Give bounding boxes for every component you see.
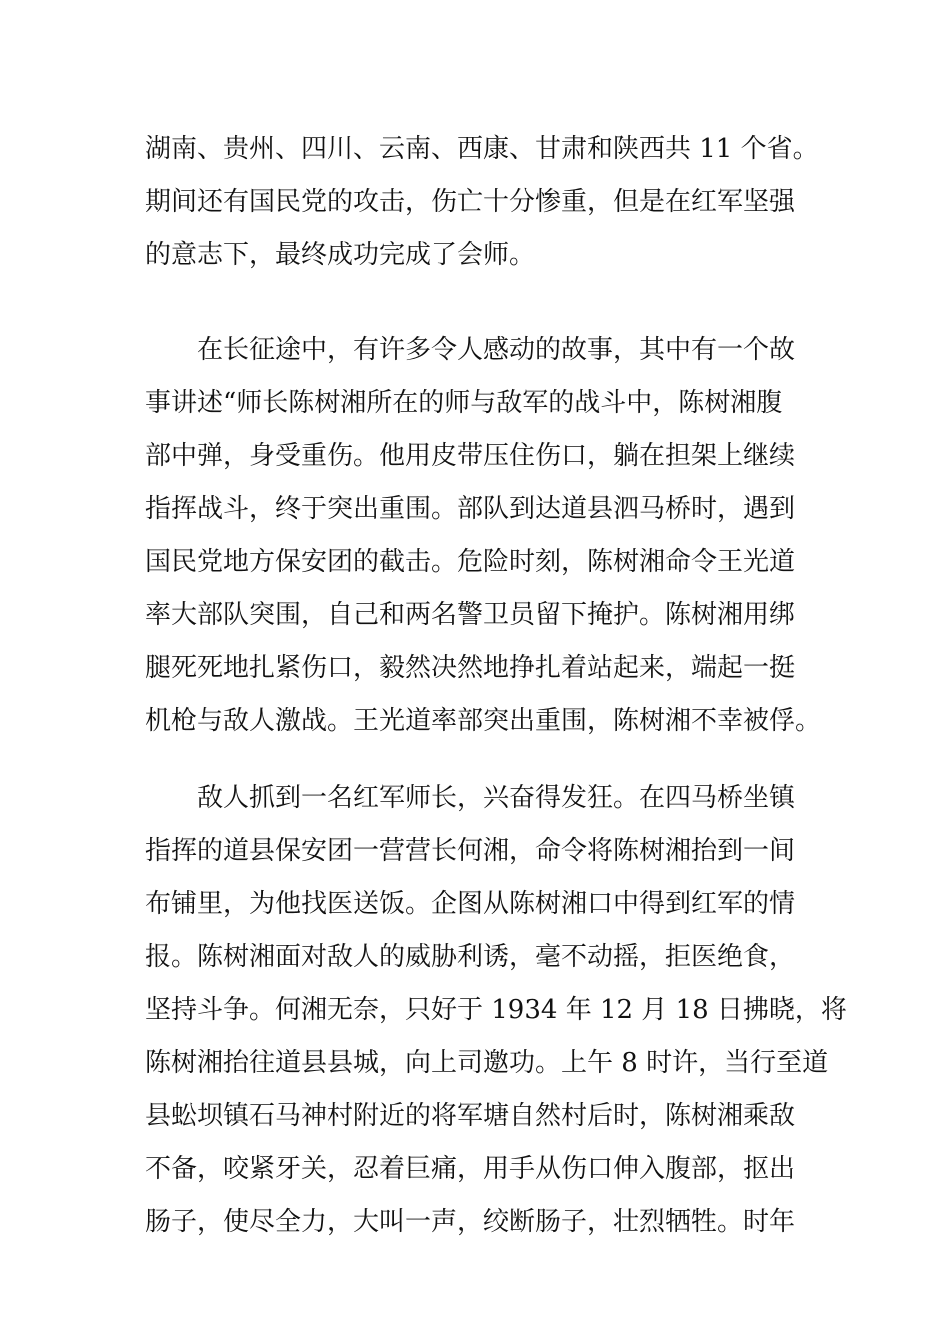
paragraph-3: [145, 772, 847, 1249]
paragraph-line: 报。陈树湘面对敌人的威胁利诱，毫不动摇，拒医绝食，: [145, 942, 796, 972]
paragraph-line: 布铺里，为他找医送饭。企图从陈树湘口中得到红军的情: [145, 889, 796, 919]
paragraph-line: 期间还有国民党的攻击，伤亡十分惨重，但是在红军坚强: [145, 187, 796, 217]
paragraph-line: 机枪与敌人激战。王光道率部突出重围，陈树湘不幸被俘。: [145, 706, 822, 736]
paragraph-line: 指挥战斗，终于突出重围。部队到达道县泗马桥时，遇到: [145, 494, 796, 524]
paragraph-2: [145, 324, 822, 748]
paragraph-line: 指挥的道县保安团一营营长何湘，命令将陈树湘抬到一间: [145, 836, 796, 866]
paragraph-line: 不备，咬紧牙关，忍着巨痛，用手从伤口伸入腹部，抠出: [145, 1154, 796, 1184]
paragraph-line: 县蚣坝镇石马神村附近的将军塘自然村后时，陈树湘乘敌: [145, 1101, 796, 1131]
paragraph-line: 在长征途中，有许多令人感动的故事，其中有一个故: [145, 335, 796, 365]
paragraph-line: 的意志下，最终成功完成了会师。: [145, 240, 536, 270]
paragraph-line: 率大部队突围，自己和两名警卫员留下掩护。陈树湘用绑: [145, 600, 796, 630]
paragraph-line: 陈树湘抬往道县县城，向上司邀功。上午 8 时许，当行至道: [145, 1048, 829, 1078]
paragraph-line: 国民党地方保安团的截击。危险时刻，陈树湘命令王光道: [145, 547, 796, 577]
paragraph-line: 腿死死地扎紧伤口，毅然决然地挣扎着站起来，端起一挺: [145, 653, 796, 683]
paragraph-line: 敌人抓到一名红军师长，兴奋得发狂。在四马桥坐镇: [145, 783, 796, 813]
paragraph-line: 坚持斗争。何湘无奈，只好于 1934 年 12 月 18 日拂晓，将: [145, 995, 847, 1025]
paragraph-line: 部中弹，身受重伤。他用皮带压住伤口，躺在担架上继续: [145, 441, 796, 471]
paragraph-line: 事讲述“师长陈树湘所在的师与敌军的战斗中，陈树湘腹: [145, 388, 783, 418]
paragraph-line: 湖南、贵州、四川、云南、西康、甘肃和陕西共 11 个省。: [145, 134, 819, 164]
paragraph-line: 肠子，使尽全力，大叫一声，绞断肠子，壮烈牺牲。时年: [145, 1207, 796, 1237]
paragraph-1: [145, 123, 819, 282]
